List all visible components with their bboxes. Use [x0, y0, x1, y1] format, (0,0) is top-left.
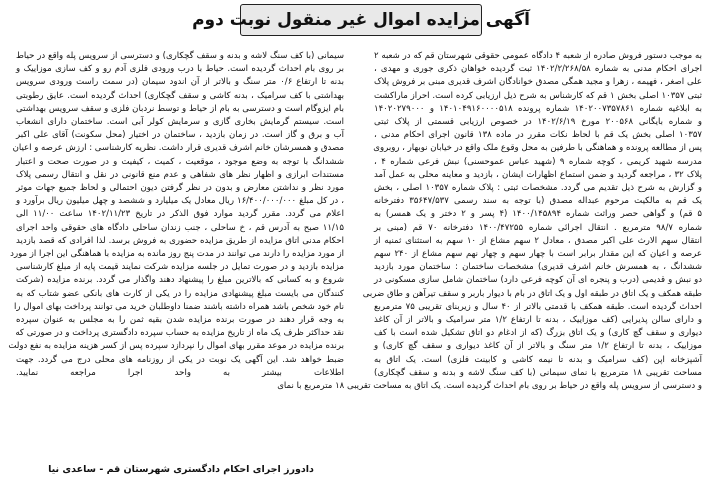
- text-line: اجرای احکام مدنی به شماره ۱۴۰۲/۲/۲۶۸/۵۸ ثبت گردیده خواهان ذکری جوری و مهدی ،: [374, 64, 702, 75]
- text-line: ۵ قم) و گواهی حصر وراثت شماره ۱۴۰۰/۱۴۵۸۹۴ (۴ پسر و ۲ دختر و یک همسر) به: [374, 209, 702, 220]
- page-title: آگهی مزایده اموال غیر منقول نوبت دوم: [192, 10, 530, 30]
- text-line: بدنه تا ارتفاع ۰/۶ متر سنگ و بالاتر از آن اندود سیمان (در سمت راست ورودی سرویس: [16, 77, 344, 88]
- text-line: بر روی بام احداث گردیده است. حیاط با درب ورودی فلزی آدم رو و کف سازی موزاییک و: [16, 64, 344, 75]
- text-line: علی اصغر ، فهیمه ، زهرا و مجید همگی مصدق خوانادگان اشرف قدیری مبنی بر فروش پلاک: [374, 77, 702, 88]
- text-line: پس از مطالعه پرونده و هماهنگی با طرفین به محل وقوع ملک واقع در خیابان نوبهار ، روبروی: [373, 143, 702, 154]
- text-line: احداث گردیده است. طبقه همکف با قدمتی بالاتر از ۴۰ سال و زیربنای تقریبی ۷۵ مترمربع: [374, 301, 702, 312]
- text-line: نام خود شخص باشد همراه داشته باشند ضمنا داوطلبان خرید می توانند پرداخت بهای اموال را: [13, 301, 344, 312]
- text-line: مستندات ابرازی و اظهار نظر های شفاهی و عدم منع قانونی در نقل و انتقال رسمی پلاک: [16, 169, 344, 180]
- text-line: و گزارش به شرح ذیل تقدیم می گردد. مشخصات ثبتی : پلاک شماره ۱۰۳۵۷ اصلی ، بخش: [374, 183, 702, 194]
- text-line: و شماره بایگانی ۲۰۰۵۶۸ مورخ ۱۴۰۲/۶/۱۹ در خصوص ارزیابی قسمتی از پلاک ثبتی: [374, 117, 703, 128]
- text-line: دو نبش و قدیمی (درب و پنجره ای آن کوچه فرعی دارد) ساختمان شامل سازی مسکونی در: [374, 275, 702, 286]
- right-column: [277, 50, 703, 460]
- text-line: به ابلاغیه شماره ۱۴۰۲۰۰۷۳۵۷۸۶۱ شماره پرونده ۱۴۰۱۰۴۹۱۶۰۰۰۰۵۱۸ و ۱۴۰۲۰۲۷۹۰۰۰: [374, 103, 702, 114]
- text-line: مورد نظر و نداشتن معارض و بدون در نظر گرفتن دیون احتمالی و لحاظ جمیع جهات موثر: [16, 183, 344, 194]
- text-line: ۱۱/۱۵ صبح به آدرس قم ، خ ساحلی ، جنب زندان ساحلی دادگاه های حقوقی واحد اجرای: [16, 222, 344, 233]
- title-box: [192, 4, 530, 36]
- text-line: موزاییک ، بدنه تا ارتفاع ۱/۲ متر سنگ و بالاتر از آن کاغذ دیواری و سقف گچ کاری) و: [374, 341, 702, 352]
- text-line: و دارای سالن پذیرایی (کف موزاییک ، بدنه تا ارتفاع ۱/۲ متر سرامیک و بالاتر از آن کاغذ: [374, 315, 703, 326]
- text-line: سیمانی (با کف سنگ لاشه و بدنه و سقف گچکاری) و دسترسی از سرویس پله واقع در حیاط: [16, 51, 344, 61]
- text-line: بام ایزوگام است و دسترسی به بام از حیاط و توسط نردبان فلزی و سقف سرویس بهداشتی: [16, 103, 344, 114]
- text-line: است. سیستم گرمایش بخاری گازی و سرمایش کولر آبی است. ساختمان دارای انشعاب: [16, 117, 344, 128]
- text-line: شماره ۹۸/۷ مترمربع . انتقال اجرائی شماره ۱۴۰۰/۴۷۲۵۵ دفترخانه ۷۰ قم (مبنی بر: [374, 222, 702, 233]
- text-line: و دسترسی از سرویس پله واقع در حیاط بر روی بام احداث گردیده است. یک اتاق به مساحت تقریبی ۱۸ مترمربع با نمای: [277, 381, 702, 392]
- text-line: به وجه قرار دهند در صورت برنده مزایده شدن بقیه ثمن را به مجلس به عنوان سپرده: [16, 315, 344, 326]
- text-line: ضبط خواهد شد. این آگهی یک نوبت در یکی از روزنامه های محلی درج می گردد. جهت: [16, 354, 344, 365]
- text-line: به موجب دستور فروش صادره از شعبه ۴ دادگاه عمومی حقوقی شهرستان قم که در شعبه ۲: [374, 51, 702, 61]
- text-line: ، در کل مبلغ ۱۶/۴۰۰/۰۰۰/۰۰۰ ریال معادل یک میلیارد و ششصد و چهل میلیون ریال برآورد و: [16, 196, 345, 207]
- text-line: کنندگان می بایست مبلغ پیشنهادی مزایده را در یکی از کارت های بانکی عضو شتاب که به: [16, 288, 344, 299]
- text-line: بهداشتی با کف سرامیک ، بدنه کاشی و سقف گچکاری) احداث گردیده است. عایق رطوبتی: [16, 90, 344, 101]
- text-line: دیواری و سقف گچ کاری) و یک اتاق بزرگ (که از ادغام دو اتاق تشکیل شده است با کف: [374, 328, 702, 339]
- text-line: آب و برق و گاز است. در زمان بازدید ، ساختمان در اختیار (محل سکونت) آقای علی اکبر: [16, 130, 344, 141]
- text-line: یک قم به مالکیت مرحوم عبداله مصدق (با توجه به سند رسمی ۳۵۶۴۷/۵۳۷ دفترخانه: [374, 196, 702, 207]
- text-line: عرصه و اعیان که این مقدار برابر است با چهار سهم و چهار نهم سهم مشاع از ۲۴۰ سهم: [374, 249, 702, 260]
- text-line: اطلاعات بیشتر به واحد اجرا مراجعه نمایید.: [16, 367, 344, 378]
- text-line: آشپزخانه اپن (کف سرامیک و بدنه تا نیمه کاشی و کابینت فلزی) است. یک اتاق به: [374, 354, 702, 365]
- text-line: مساحت تقریبی ۱۸ مترمربع با نمای سیمانی (با کف سنگ لاشه و بدنه و سقف گچکاری): [374, 367, 702, 378]
- text-line: ششدانگ ، به همسرش خانم اشرف قدیری) مشخصات ساختمان : ساختمان مورد بازدید: [374, 262, 702, 273]
- text-line: ششدانگ با توجه به وضع موجود ، موقعیت ، کمیت ، کیفیت و در صورت صحت و اعتبار: [16, 156, 344, 167]
- text-line: انتقال سهم الارث علی اکبر مصدق ، معادل ۲ سهم مشاع از ۱۰ سهم به استثنای ثمنیه از: [374, 235, 702, 246]
- text-line: ۱۰۳۵۷ اصلی بخش یک قم با لحاظ نکات مقرر در ماده ۱۳۸ قانون اجرای احکام مدنی ،: [374, 130, 702, 141]
- text-line: شروع و به کسانی که بالاترین مبلغ را پیشنهاد دهند واگذار می گردد. برنده مزایده (شرکت: [16, 275, 344, 286]
- text-line: اعلام می گردد. مقرر گردید موارد فوق الذکر در تاریخ ۱۴۰۲/۱۱/۲۳ ساعت ۱۱/۰۰ الی: [16, 209, 344, 220]
- text-line: مزایده بازدید و در صورت تمایل در جلسه مزایده شرکت نمایند قیمت پایه از مبلغ کارشناسی: [16, 262, 344, 273]
- text-line: برنده مزایده در موعد مقرر بهای اموال را نپردازد سپرده پس از کسر هزینه مزایده به نفع دولت: [8, 341, 344, 352]
- text-line: ثبتی ۱۰۳۵۷ اصلی بخش ۱ قم که کارشناس به شرح ذیل ارزیابی کرده است. احراز ماراکشت: [374, 90, 702, 101]
- text-line: از مورد مزایده را دارند می توانند در مدت پنج روز مانده به مزایده با هماهنگی این اجرا از مورد: [10, 249, 344, 260]
- signature-line: دادورز اجرای احکام دادگستری شهرستان قم - ساعدی نیا: [48, 464, 314, 475]
- text-line: مصدق و همسرشان خانم اشرف قدیری قرار داشت. نظریه کارشناسی : ارزش عرصه و اعیان: [12, 143, 344, 154]
- text-line: احکام مدنی اتاق مزایده از طریق مزایده حضوری به فروش برسد. لذا افرادی که قصد بازدید: [16, 235, 344, 246]
- text-line: نقد حداکثر ظرف یک ماه از تاریخ مزایده به حساب سپرده دادگستری پرداخت و در صورتی که: [15, 328, 344, 339]
- text-line: مدرسه شهید کریمی ، کوچه شماره ۹ (شهید عباس عموحسنی) نبش فرعی شماره ۴ ،: [374, 156, 702, 167]
- text-line: پلاک ۳۲ ، مراجعه گردید و ضمن استماع اظهارات ایشان ، بازدید و معاینه محلی به عمل آمد: [374, 169, 702, 180]
- left-column: [8, 50, 345, 460]
- text-line: طبقه همکف و یک اتاق در طبقه اول و یک اتاق در بام با دیوار باربر و سقف تیرآهن و طاق ضربی: [362, 288, 702, 299]
